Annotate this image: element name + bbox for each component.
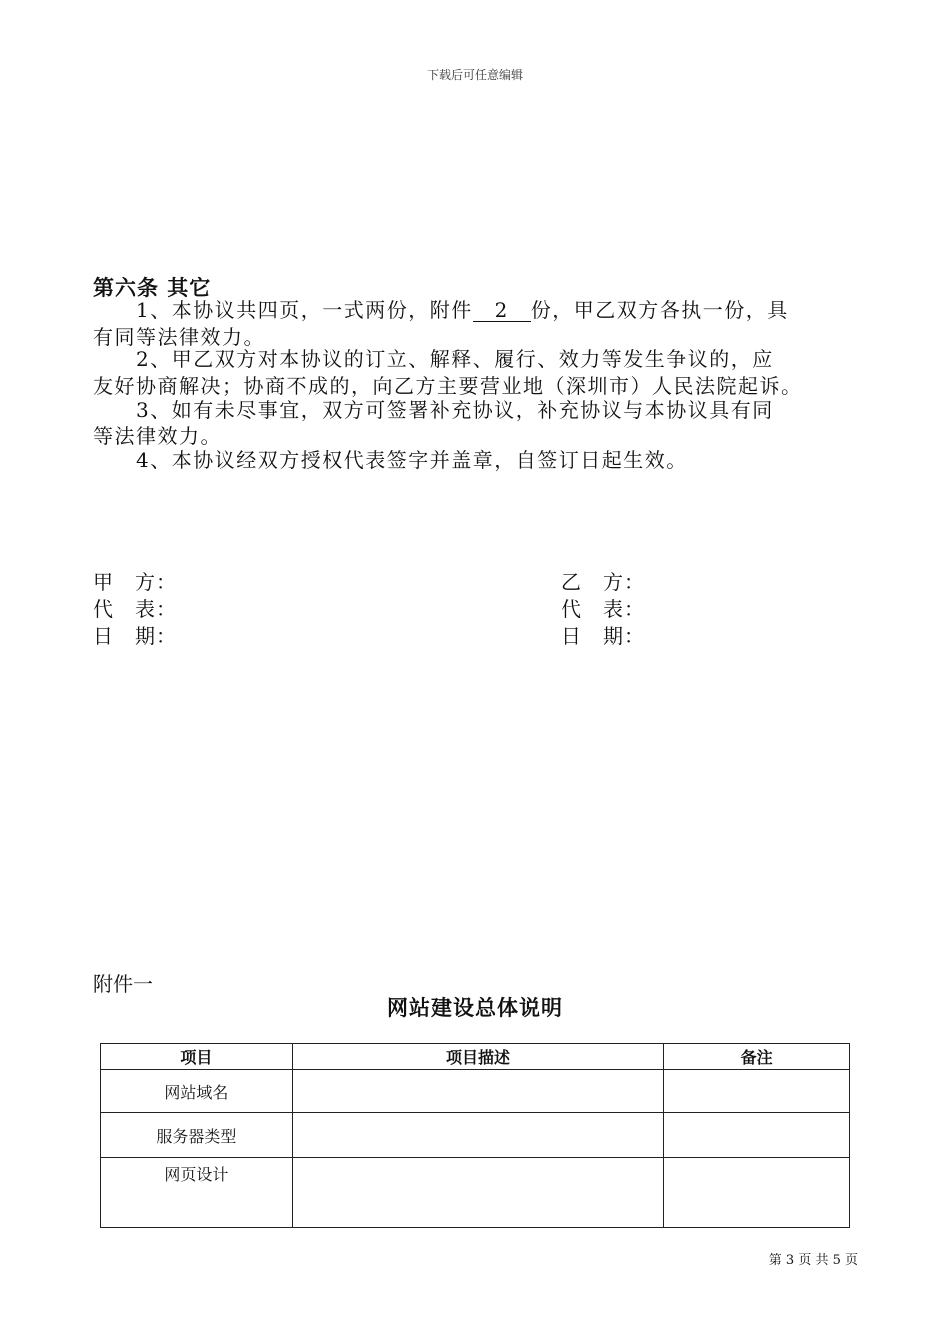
party-a-name-row: 甲 方： (93, 570, 177, 594)
annex-label: 附件一 (93, 972, 153, 996)
row-desc (292, 1158, 663, 1228)
party-b-name-row: 乙 方： (561, 570, 645, 594)
paragraph-1-line-1 (93, 297, 906, 324)
article-title: 第六条 其它 (93, 275, 212, 300)
party-a-signature (93, 569, 183, 650)
party-b-signature (561, 569, 651, 650)
table-row (101, 1070, 850, 1113)
row-item: 网页设计 (101, 1158, 293, 1228)
row-note (664, 1070, 850, 1113)
p1-post: 份，甲乙双方各执一份，具 (530, 298, 789, 322)
row-item: 服务器类型 (101, 1113, 293, 1158)
spec-table (100, 1043, 850, 1228)
paragraph-4-line-1: 4、本协议经双方授权代表签字并盖章，自签订日起生效。 (136, 448, 688, 472)
row-note (664, 1113, 850, 1158)
table-row (101, 1113, 850, 1158)
party-a-date-row: 日 期： (93, 624, 177, 648)
p1-pre: 1、本协议共四页，一式两份，附件 (136, 298, 473, 322)
row-item: 网站域名 (101, 1070, 293, 1113)
row-desc (292, 1070, 663, 1113)
header-note: 下载后可任意编辑 (426, 68, 523, 82)
paragraph-2-line-1: 2、甲乙双方对本协议的订立、解释、履行、效力等发生争议的，应 (136, 347, 774, 371)
annex-title: 网站建设总体说明 (387, 995, 563, 1020)
paragraph-1-line-2: 有同等法律效力。 (93, 325, 265, 349)
party-b-date-row: 日 期： (561, 624, 645, 648)
page-number: 第 3 页 共 5 页 (768, 1253, 858, 1268)
table-header-row (101, 1044, 850, 1070)
paragraph-3-line-2: 等法律效力。 (93, 424, 222, 448)
column-header: 项目描述 (292, 1044, 663, 1070)
row-note (664, 1158, 850, 1228)
row-desc (292, 1113, 663, 1158)
column-header: 项目 (101, 1044, 293, 1070)
paragraph-3-line-1: 3、如有未尽事宜，双方可签署补充协议，补充协议与本协议具有同 (136, 398, 774, 422)
paragraph-2-line-2: 友好协商解决；协商不成的，向乙方主要营业地（深圳市）人民法院起诉。 (93, 374, 803, 398)
attachment-count-blank: 2 (473, 299, 531, 322)
column-header: 备注 (664, 1044, 850, 1070)
table-row (101, 1158, 850, 1228)
party-a-rep-row: 代 表： (93, 597, 177, 621)
party-b-rep-row: 代 表： (561, 597, 645, 621)
